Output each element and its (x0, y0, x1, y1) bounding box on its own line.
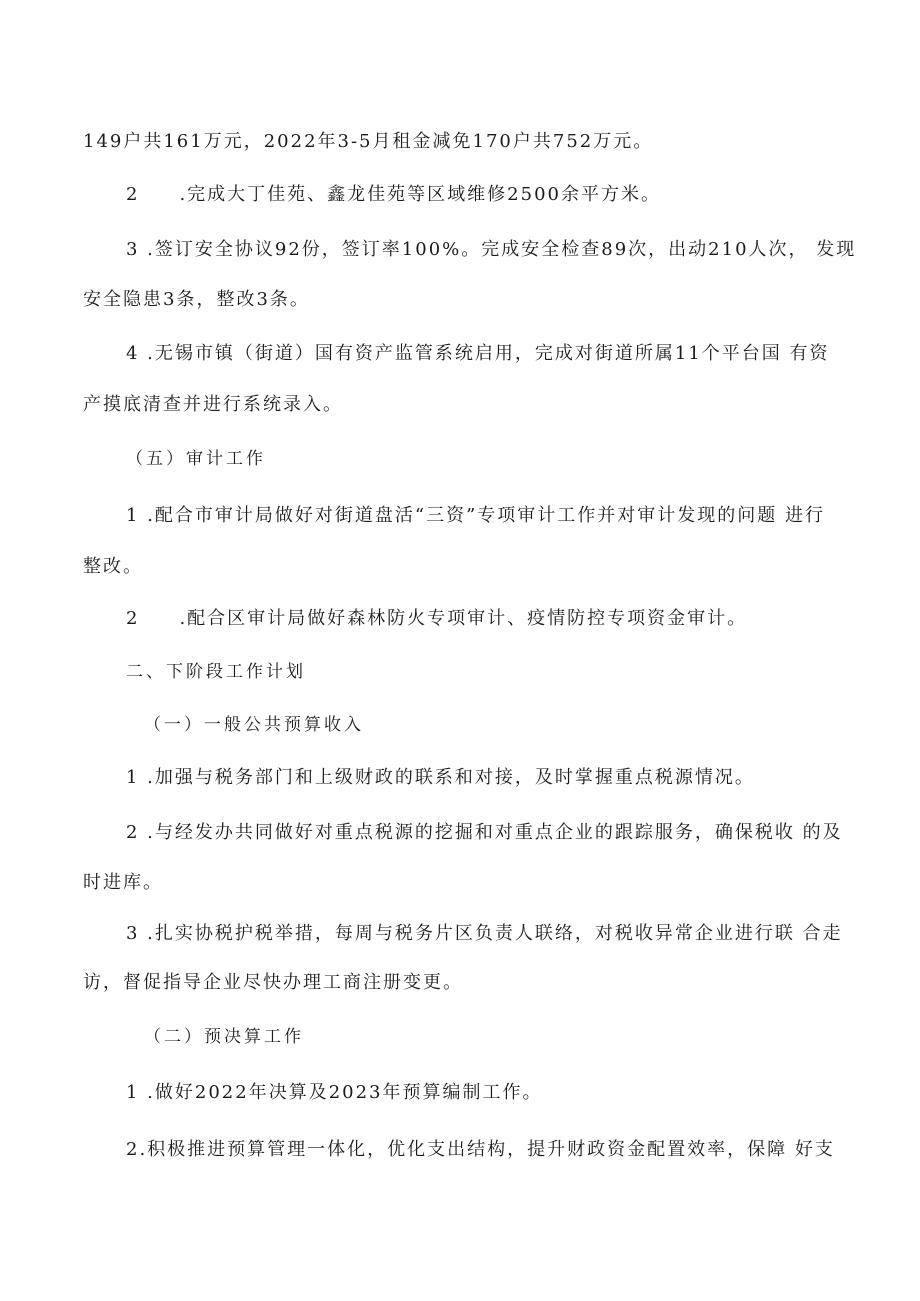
paragraph-line: 3 .扎实协税护税举措，每周与税务片区负责人联络，对税收异常企业进行联 合走 (126, 923, 843, 944)
section-heading: （一）一般公共预算收入 (144, 715, 364, 735)
paragraph-line: 1 .配合市审计局做好对街道盘活“三资”专项审计工作并对审计发现的问题 进行 (126, 505, 826, 526)
paragraph-line: 3 .签订安全协议92份，签订率100%。完成安全检查89次，出动210人次， 发现 (126, 239, 857, 260)
section-heading: （五）审计工作 (126, 449, 266, 469)
paragraph-line: 2 .配合区审计局做好森林防火专项审计、疫情防控专项资金审计。 (126, 608, 748, 629)
paragraph-line: 2 .与经发办共同做好对重点税源的挖掘和对重点企业的跟踪服务，确保税收 的及 (126, 822, 843, 843)
paragraph-line: 访，督促指导企业尽快办理工商注册变更。 (83, 972, 463, 993)
paragraph-line: 时进库。 (83, 872, 163, 893)
paragraph-line: 产摸底清查并进行系统录入。 (83, 394, 343, 415)
paragraph-line: 安全隐患3条，整改3条。 (83, 289, 310, 310)
paragraph-line: 2 .完成大丁佳苑、鑫龙佳苑等区域维修2500余平方米。 (126, 184, 661, 205)
paragraph-line: 149户共161万元，2022年3-5月租金减免170户共752万元。 (83, 131, 654, 152)
paragraph-line: 4 .无锡市镇（街道）国有资产监管系统启用，完成对街道所属11个平台国 有资 (126, 343, 830, 364)
paragraph-line: 1 .做好2022年决算及2023年预算编制工作。 (126, 1082, 543, 1103)
section-heading: 二、下阶段工作计划 (126, 662, 306, 682)
section-heading: （二）预决算工作 (144, 1027, 304, 1047)
paragraph-line: 2.积极推进预算管理一体化，优化支出结构，提升财政资金配置效率，保障 好支 (126, 1139, 835, 1160)
paragraph-line: 整改。 (83, 556, 143, 577)
paragraph-line: 1 .加强与税务部门和上级财政的联系和对接，及时掌握重点税源情况。 (126, 767, 755, 788)
